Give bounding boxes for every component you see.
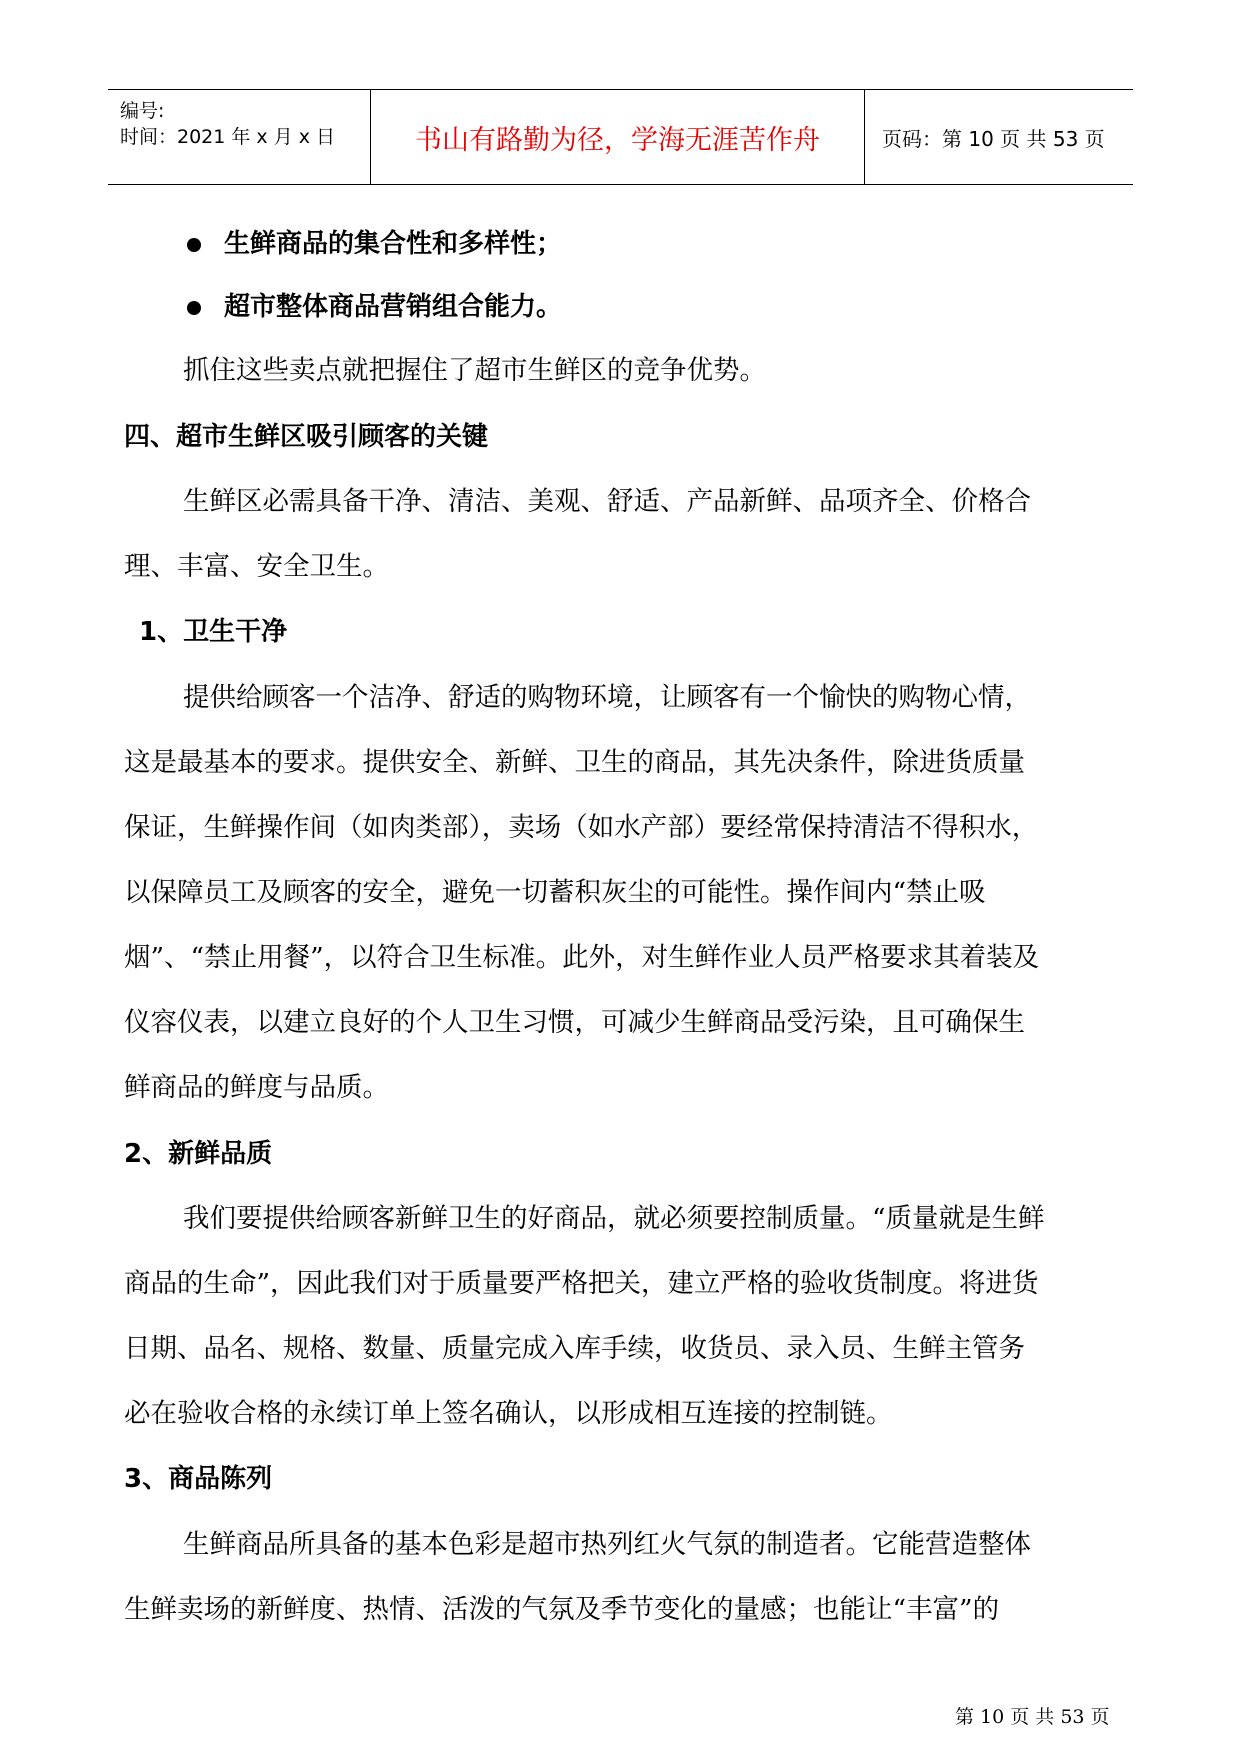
bullet-item-1: 生鲜商品的集合性和多样性； [224, 229, 563, 259]
paragraph-text: 生鲜商品所具备的基本色彩是超市热列红火气氛的制造者。它能营造整体 [183, 1529, 1031, 1560]
paragraph-text: 我们要提供给顾客新鲜卫生的好商品，就必须要控制质量。“质量就是生鲜 [183, 1203, 1045, 1234]
bullet-item-2: 超市整体商品营销组合能力。 [224, 292, 563, 322]
page-header [108, 89, 1133, 185]
paragraph-text: 理、丰富、安全卫生。 [124, 551, 389, 582]
paragraph-text: 鲜商品的鲜度与品质。 [124, 1072, 389, 1103]
subsection-heading: 3、商品陈列 [124, 1464, 273, 1494]
paragraph-text: 提供给顾客一个洁净、舒适的购物环境，让顾客有一个愉快的购物心情， [183, 682, 1031, 713]
paragraph-text: 保证，生鲜操作间（如肉类部），卖场（如水产部）要经常保持清洁不得积水， [124, 812, 1039, 843]
paragraph-text: 这是最基本的要求。提供安全、新鲜、卫生的商品，其先决条件，除进货质量 [124, 747, 1025, 778]
bullet-dot [187, 301, 201, 315]
header-page-code: 页码：第 10 页 共 53 页 [882, 126, 1105, 151]
time-label: 时间：2021 年 x 月 x 日 [120, 126, 336, 148]
paragraph-text: 以保障员工及顾客的安全，避免一切蓄积灰尘的可能性。操作间内“禁止吸 [124, 877, 986, 908]
paragraph-text: 日期、品名、规格、数量、质量完成入库手续，收货员、录入员、生鲜主管务 [124, 1333, 1025, 1364]
subsection-heading: 2、新鲜品质 [124, 1139, 273, 1169]
paragraph-text: 必在验收合格的永续订单上签名确认，以形成相互连接的控制链。 [124, 1398, 893, 1429]
paragraph-text: 商品的生命”，因此我们对于质量要严格把关，建立严格的验收货制度。将进货 [124, 1268, 1039, 1299]
section-heading: 四、超市生鲜区吸引顾客的关键 [124, 422, 489, 452]
paragraph-text: 抓住这些卖点就把握住了超市生鲜区的竞争优势。 [183, 355, 766, 386]
subsection-heading: 1、卫生干净 [139, 617, 288, 647]
paragraph-text: 烟”、“禁止用餐”，以符合卫生标准。此外，对生鲜作业人员严格要求其着装及 [124, 942, 1040, 973]
header-meta [108, 90, 370, 184]
number-label: 编号: [120, 100, 165, 122]
header-motto: 书山有路勤为径，学海无涯苦作舟 [370, 90, 865, 184]
bullet-dot [187, 238, 201, 252]
paragraph-text: 生鲜区必需具备干净、清洁、美观、舒适、产品新鲜、品项齐全、价格合 [183, 486, 1031, 517]
page-footer: 第 10 页 共 53 页 [955, 1706, 1110, 1728]
paragraph-text: 生鲜卖场的新鲜度、热情、活泼的气氛及季节变化的量感；也能让“丰富”的 [124, 1594, 1000, 1625]
paragraph-text: 仪容仪表，以建立良好的个人卫生习惯，可减少生鲜商品受污染，且可确保生 [124, 1007, 1025, 1038]
